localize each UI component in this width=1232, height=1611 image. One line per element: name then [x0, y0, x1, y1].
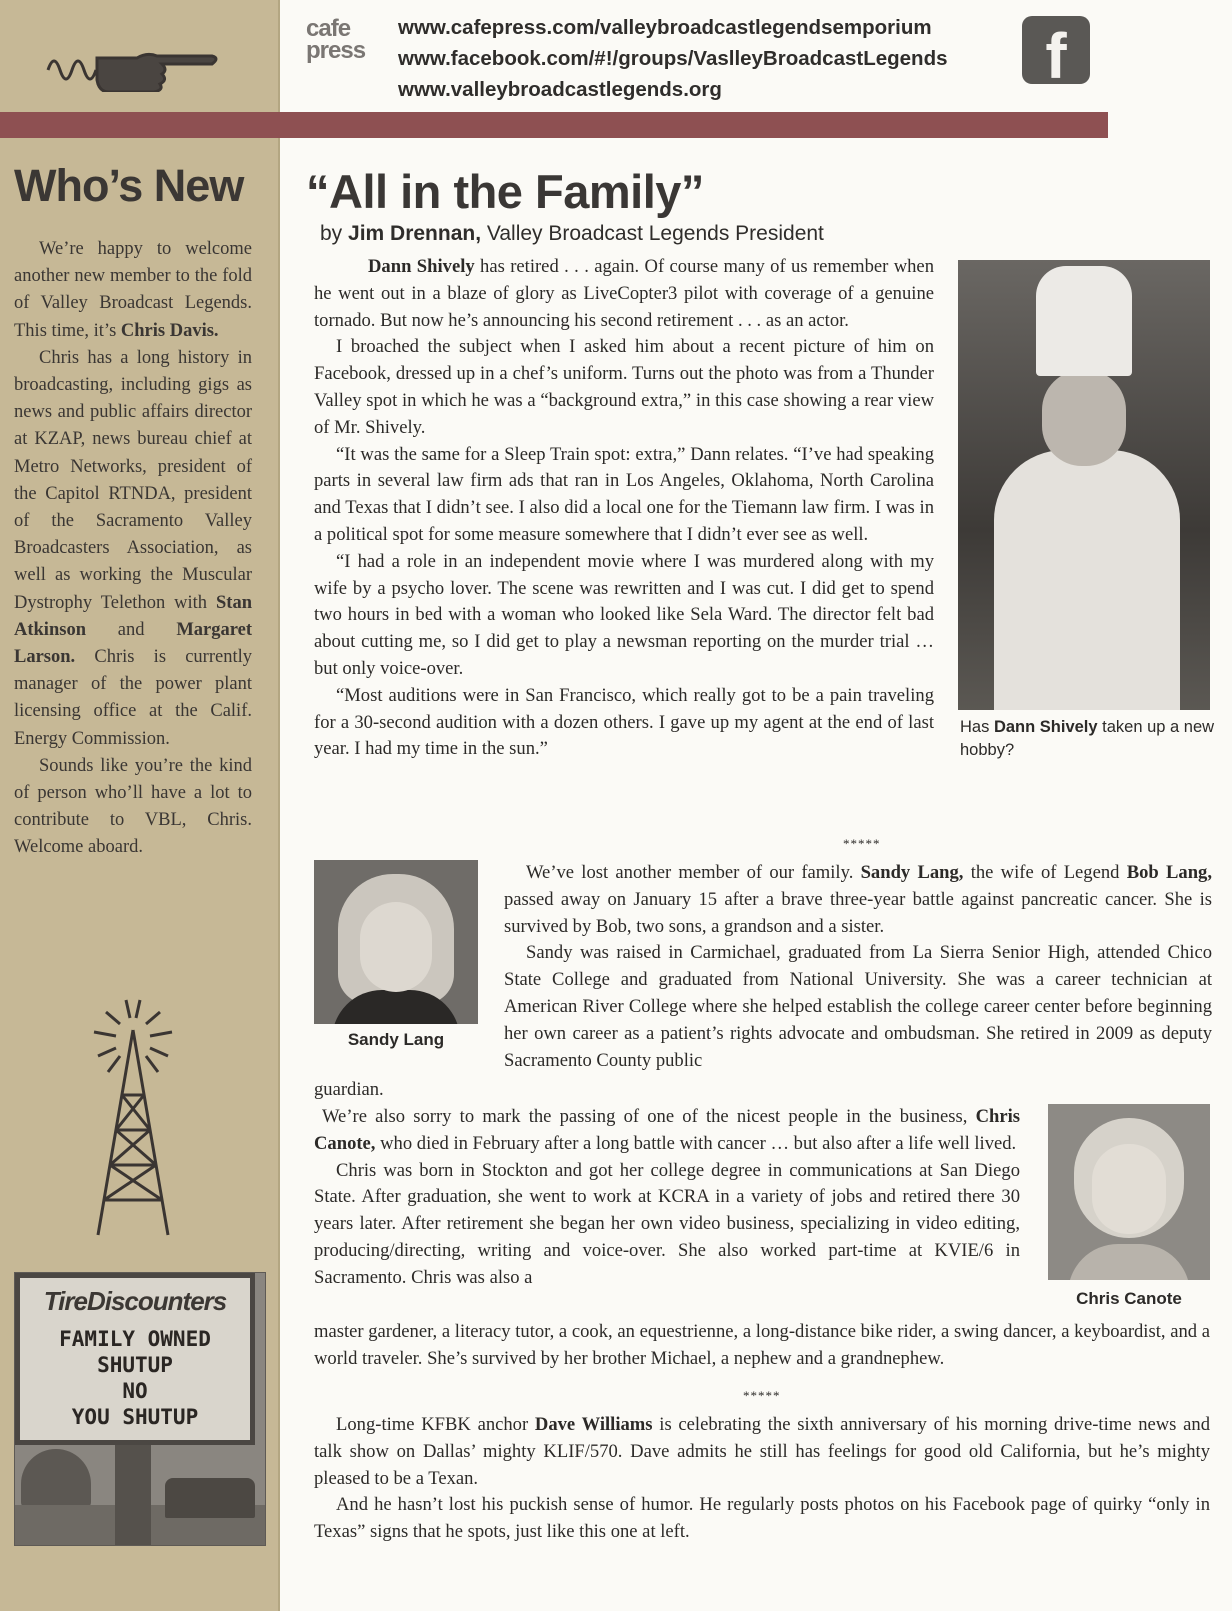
article-title: “All in the Family”	[306, 165, 704, 218]
sidebar-paragraph: Sounds like you’re the kind of person who’ll have a lot to contribute to VBL, Chris. Welcome aboard.	[14, 755, 252, 858]
radio-tower-icon	[68, 990, 198, 1240]
cafepress-logo[interactable]: cafe press	[306, 15, 366, 64]
sign-board	[15, 1273, 255, 1445]
pointing-hand-icon	[42, 42, 222, 92]
article-paragraph: We’re also sorry to mark the passing of one of the nicest people in the business, Chris Canote, who died in February after a long battle with cancer … but also after a life well lived.	[314, 1106, 1020, 1154]
facebook-icon[interactable]: f	[1022, 16, 1090, 84]
car-shape	[165, 1478, 255, 1518]
article-column	[314, 1104, 1020, 1292]
sidebar-text	[14, 236, 252, 862]
article-paragraph: And he hasn’t lost his puckish sense of humor. He regularly posts photos on his Facebook page of quirky “only in Texas” signs that he spots, just like this one at left.	[314, 1494, 1210, 1543]
article-paragraph: “It was the same for a Sleep Train spot: extra,” Dann relates. “I’ve had speaking parts in several law firm ads that ran in Los Angeles, Oklahoma, North Carolina and Texas that I didn’t see. I also did a local one for the Tiemann law firm. I was in a political spot for some measure somewhere that I didn’t ever see as well.	[314, 443, 934, 545]
sandy-photo-caption: Sandy Lang	[347, 1030, 445, 1049]
article-paragraph: I broached the subject when I asked him about a recent picture of him on Facebook, dressed up in a chef’s uniform. Turns out the photo was from a Thunder Valley spot in which he was a “background extra,” in this case showing a rear view of Mr. Shively.	[314, 336, 934, 438]
link-cafepress[interactable]: www.cafepress.com/valleybroadcastlegendsemporium	[398, 16, 932, 39]
article-byline: by Jim Drennan, Valley Broadcast Legends President	[320, 222, 824, 245]
article-text: master gardener, a literacy tutor, a cook, an equestrienne, a long-distance bike rider, a swing dancer, a keyboardist, and a world traveler. She’s survived by her brother Michael, a nephew and a grandnephew.	[314, 1321, 1210, 1369]
sign-brand: TireDiscounters	[43, 1286, 227, 1316]
sign-photo	[14, 1272, 266, 1546]
link-website[interactable]: www.valleybroadcastlegends.org	[398, 78, 722, 101]
section-title: Who’s New	[14, 160, 244, 211]
section-separator: *****	[843, 836, 881, 851]
dann-shively-photo	[958, 260, 1210, 710]
article-paragraph: Chris was born in Stockton and got her college degree in communications at San Diego State. After graduation, she went to work at KCRA in a variety of jobs and retired there 30 years later. After retirement she began her own video business, specializing in video editing, producing/directing, writing and voice-over. She also worked part-time at KVIE/6 in Sacramento. Chris was also a	[314, 1159, 1020, 1288]
header-divider	[0, 112, 1108, 138]
article-paragraph: Long-time KFBK anchor Dave Williams is celebrating the sixth anniversary of his morning drive-time news and talk show on Dallas’ mighty KLIF/570. Dave admits he still has feelings for good old California, but he’s mighty pleased to be a Texan.	[314, 1414, 1210, 1489]
article-paragraph: “Most auditions were in San Francisco, which really got to be a pain traveling for a 30-second audition with a dozen others. I gave up my agent at the end of last year. I had my time in the sun.”	[314, 684, 934, 760]
header-links	[398, 12, 948, 105]
article-text: guardian.	[314, 1079, 384, 1100]
tree-shape	[21, 1449, 91, 1509]
sign-post	[115, 1445, 151, 1545]
article-paragraph: Dann Shively has retired . . . again. Of course many of us remember when he went out in a blaze of glory as LiveCopter3 pilot with coverage of a genuine tornado. But now he’s announcing his second retirement . . . as an actor.	[314, 256, 934, 331]
sandy-lang-photo	[314, 860, 478, 1024]
sidebar-paragraph: We’re happy to welcome another new member to the fold of Valley Broadcast Legends. This time, it’s Chris Davis.	[14, 239, 252, 341]
section-separator: *****	[743, 1388, 781, 1403]
link-facebook[interactable]: www.facebook.com/#!/groups/VaslleyBroadcastLegends	[398, 47, 948, 70]
article-paragraph: “I had a role in an independent movie where I was murdered along with my wife by a psycho lover. The scene was rewritten and I was cut. I did get to spend two hours in bed with a woman who looked like Sela Ward. The director felt bad about cutting me, so I did get to play a newsman reporting on the murder trial … but only voice-over.	[314, 550, 934, 679]
chris-photo-caption: Chris Canote	[1076, 1289, 1182, 1308]
sidebar-paragraph: Chris has a long history in broadcasting, including gigs as news and public affairs director at KZAP, news bureau chief at Metro Networks, president of the Capitol RTNDA, president of the Sacramento Valley Broadcasters Association, as well as working the Muscular Dystrophy Telethon with Stan Atkinson and Margaret Larson. Chris is currently manager of the power plant licensing office at the Calif. Energy Commission.	[14, 347, 252, 749]
article-column	[504, 860, 1212, 1074]
article-column	[314, 1412, 1210, 1546]
dann-photo-caption: Has Dann Shively taken up a new hobby?	[960, 718, 1215, 759]
article-column	[314, 254, 934, 763]
article-paragraph: Sandy was raised in Carmichael, graduated from La Sierra Senior High, attended Chico State College and graduated from National University. She was a career technician at American River College where she helped establish the college career center before beginning her own career as a patient’s rights advocate and ombudsman. She retired in 2009 as deputy Sacramento County public	[504, 942, 1212, 1071]
sidebar	[0, 0, 280, 1611]
article-paragraph: We’ve lost another member of our family. Sandy Lang, the wife of Legend Bob Lang, passed away on January 15 after a brave three-year battle against pancreatic cancer. She is survived by Bob, two sons, a grandson and a sister.	[504, 862, 1212, 937]
chris-canote-photo	[1048, 1104, 1210, 1280]
sign-message: FAMILY OWNED SHUTUP NO YOU SHUTUP	[59, 1327, 211, 1429]
